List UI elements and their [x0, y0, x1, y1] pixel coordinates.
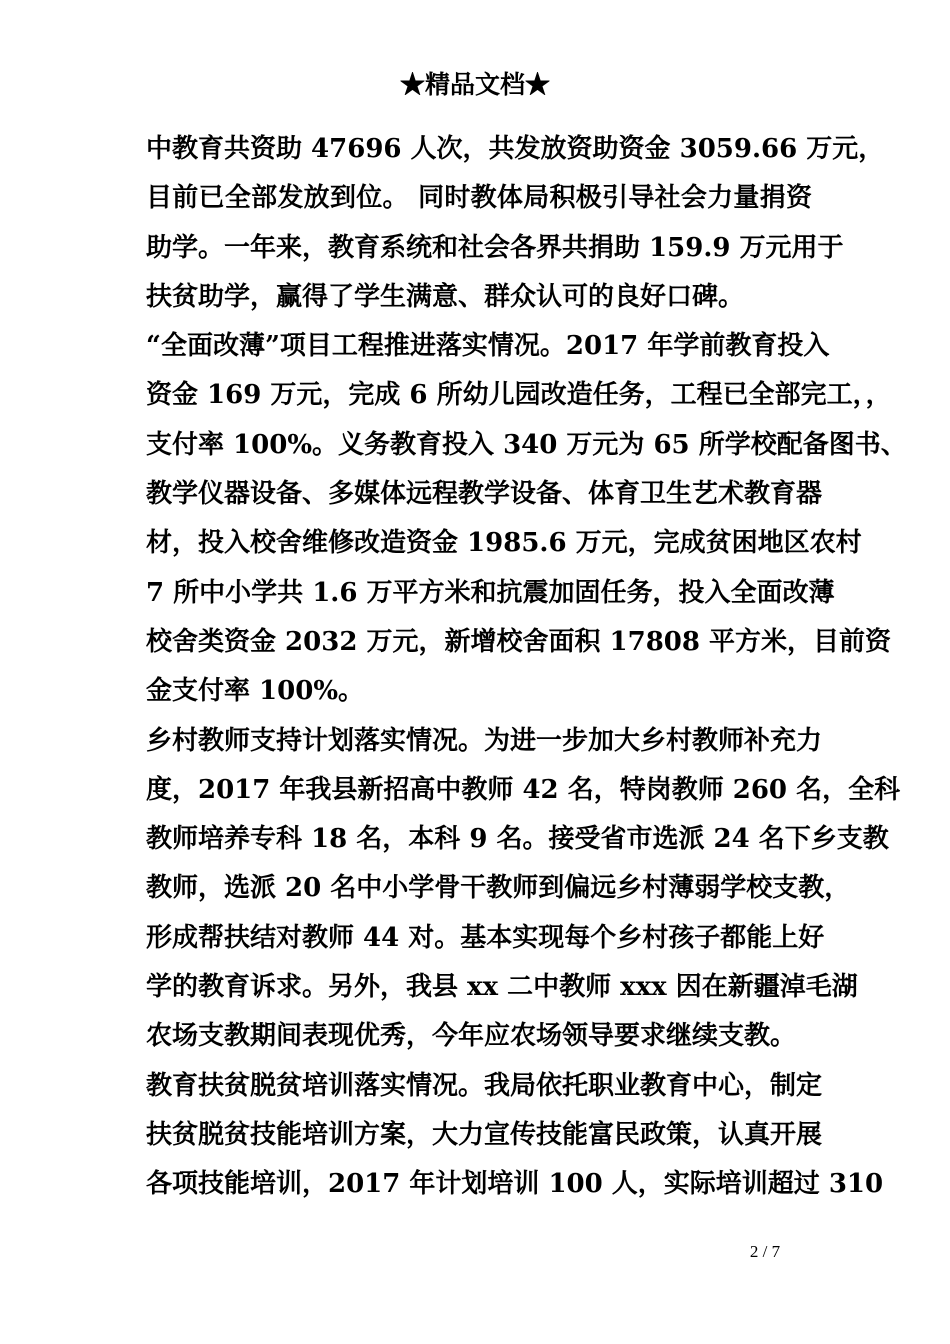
text-line: 金支付率 100%。	[146, 676, 365, 707]
text-line: 7 所中小学共 1.6 万平方米和抗震加固任务，投入全面改薄	[146, 577, 835, 608]
text-line: 助学。一年来，教育系统和社会各界共捐助 159.9 万元用于	[146, 232, 844, 263]
text-line: 教师培养专科 18 名，本科 9 名。接受省市选派 24 名下乡支教	[146, 824, 889, 855]
text-line: 校舍类资金 2032 万元，新增校舍面积 17808 平方米，目前资	[146, 626, 892, 657]
text-line: “全面改薄”项目工程推进落实情况。2017 年学前教育投入	[146, 331, 830, 362]
page-number: 2 / 7	[749, 1242, 781, 1261]
text-line: 教学仪器设备、多媒体远程教学设备、体育卫生艺术教育器	[146, 479, 823, 510]
text-line: 扶贫助学，赢得了学生满意、群众认可的良好口碑。	[146, 281, 745, 312]
text-line: 农场支教期间表现优秀，今年应农场领导要求继续支教。	[146, 1021, 797, 1052]
text-line: 各项技能培训，2017 年计划培训 100 人，实际培训超过 310	[146, 1169, 884, 1200]
text-line: 教师，选派 20 名中小学骨干教师到偏远乡村薄弱学校支教，	[146, 873, 851, 904]
text-line: 材，投入校舍维修改造资金 1985.6 万元，完成贫困地区农村	[146, 528, 862, 559]
text-line: 目前已全部发放到位。 同时教体局积极引导社会力量捐资	[146, 183, 812, 214]
document-body	[146, 125, 907, 1210]
text-line: 度，2017 年我县新招高中教师 42 名，特岗教师 260 名，全科	[146, 774, 901, 805]
text-line: 学的教育诉求。另外，我县 xx 二中教师 xxx 因在新疆淖毛湖	[146, 972, 858, 1003]
page-header-title: ★精品文档★	[399, 70, 550, 99]
text-line: 中教育共资助 47696 人次，共发放资助资金 3059.66 万元，	[146, 134, 885, 164]
text-line: 形成帮扶结对教师 44 对。基本实现每个乡村孩子都能上好	[146, 922, 825, 953]
text-line: 资金 169 万元，完成 6 所幼儿园改造任务，工程已全部完工，，	[146, 380, 892, 411]
text-line: 扶贫脱贫技能培训方案，大力宣传技能富民政策，认真开展	[146, 1119, 823, 1150]
text-line: 支付率 100%。义务教育投入 340 万元为 65 所学校配备图书、	[146, 429, 907, 460]
text-line: 乡村教师支持计划落实情况。为进一步加大乡村教师补充力	[146, 725, 823, 756]
text-line: 教育扶贫脱贫培训落实情况。我局依托职业教育中心，制定	[146, 1070, 823, 1101]
